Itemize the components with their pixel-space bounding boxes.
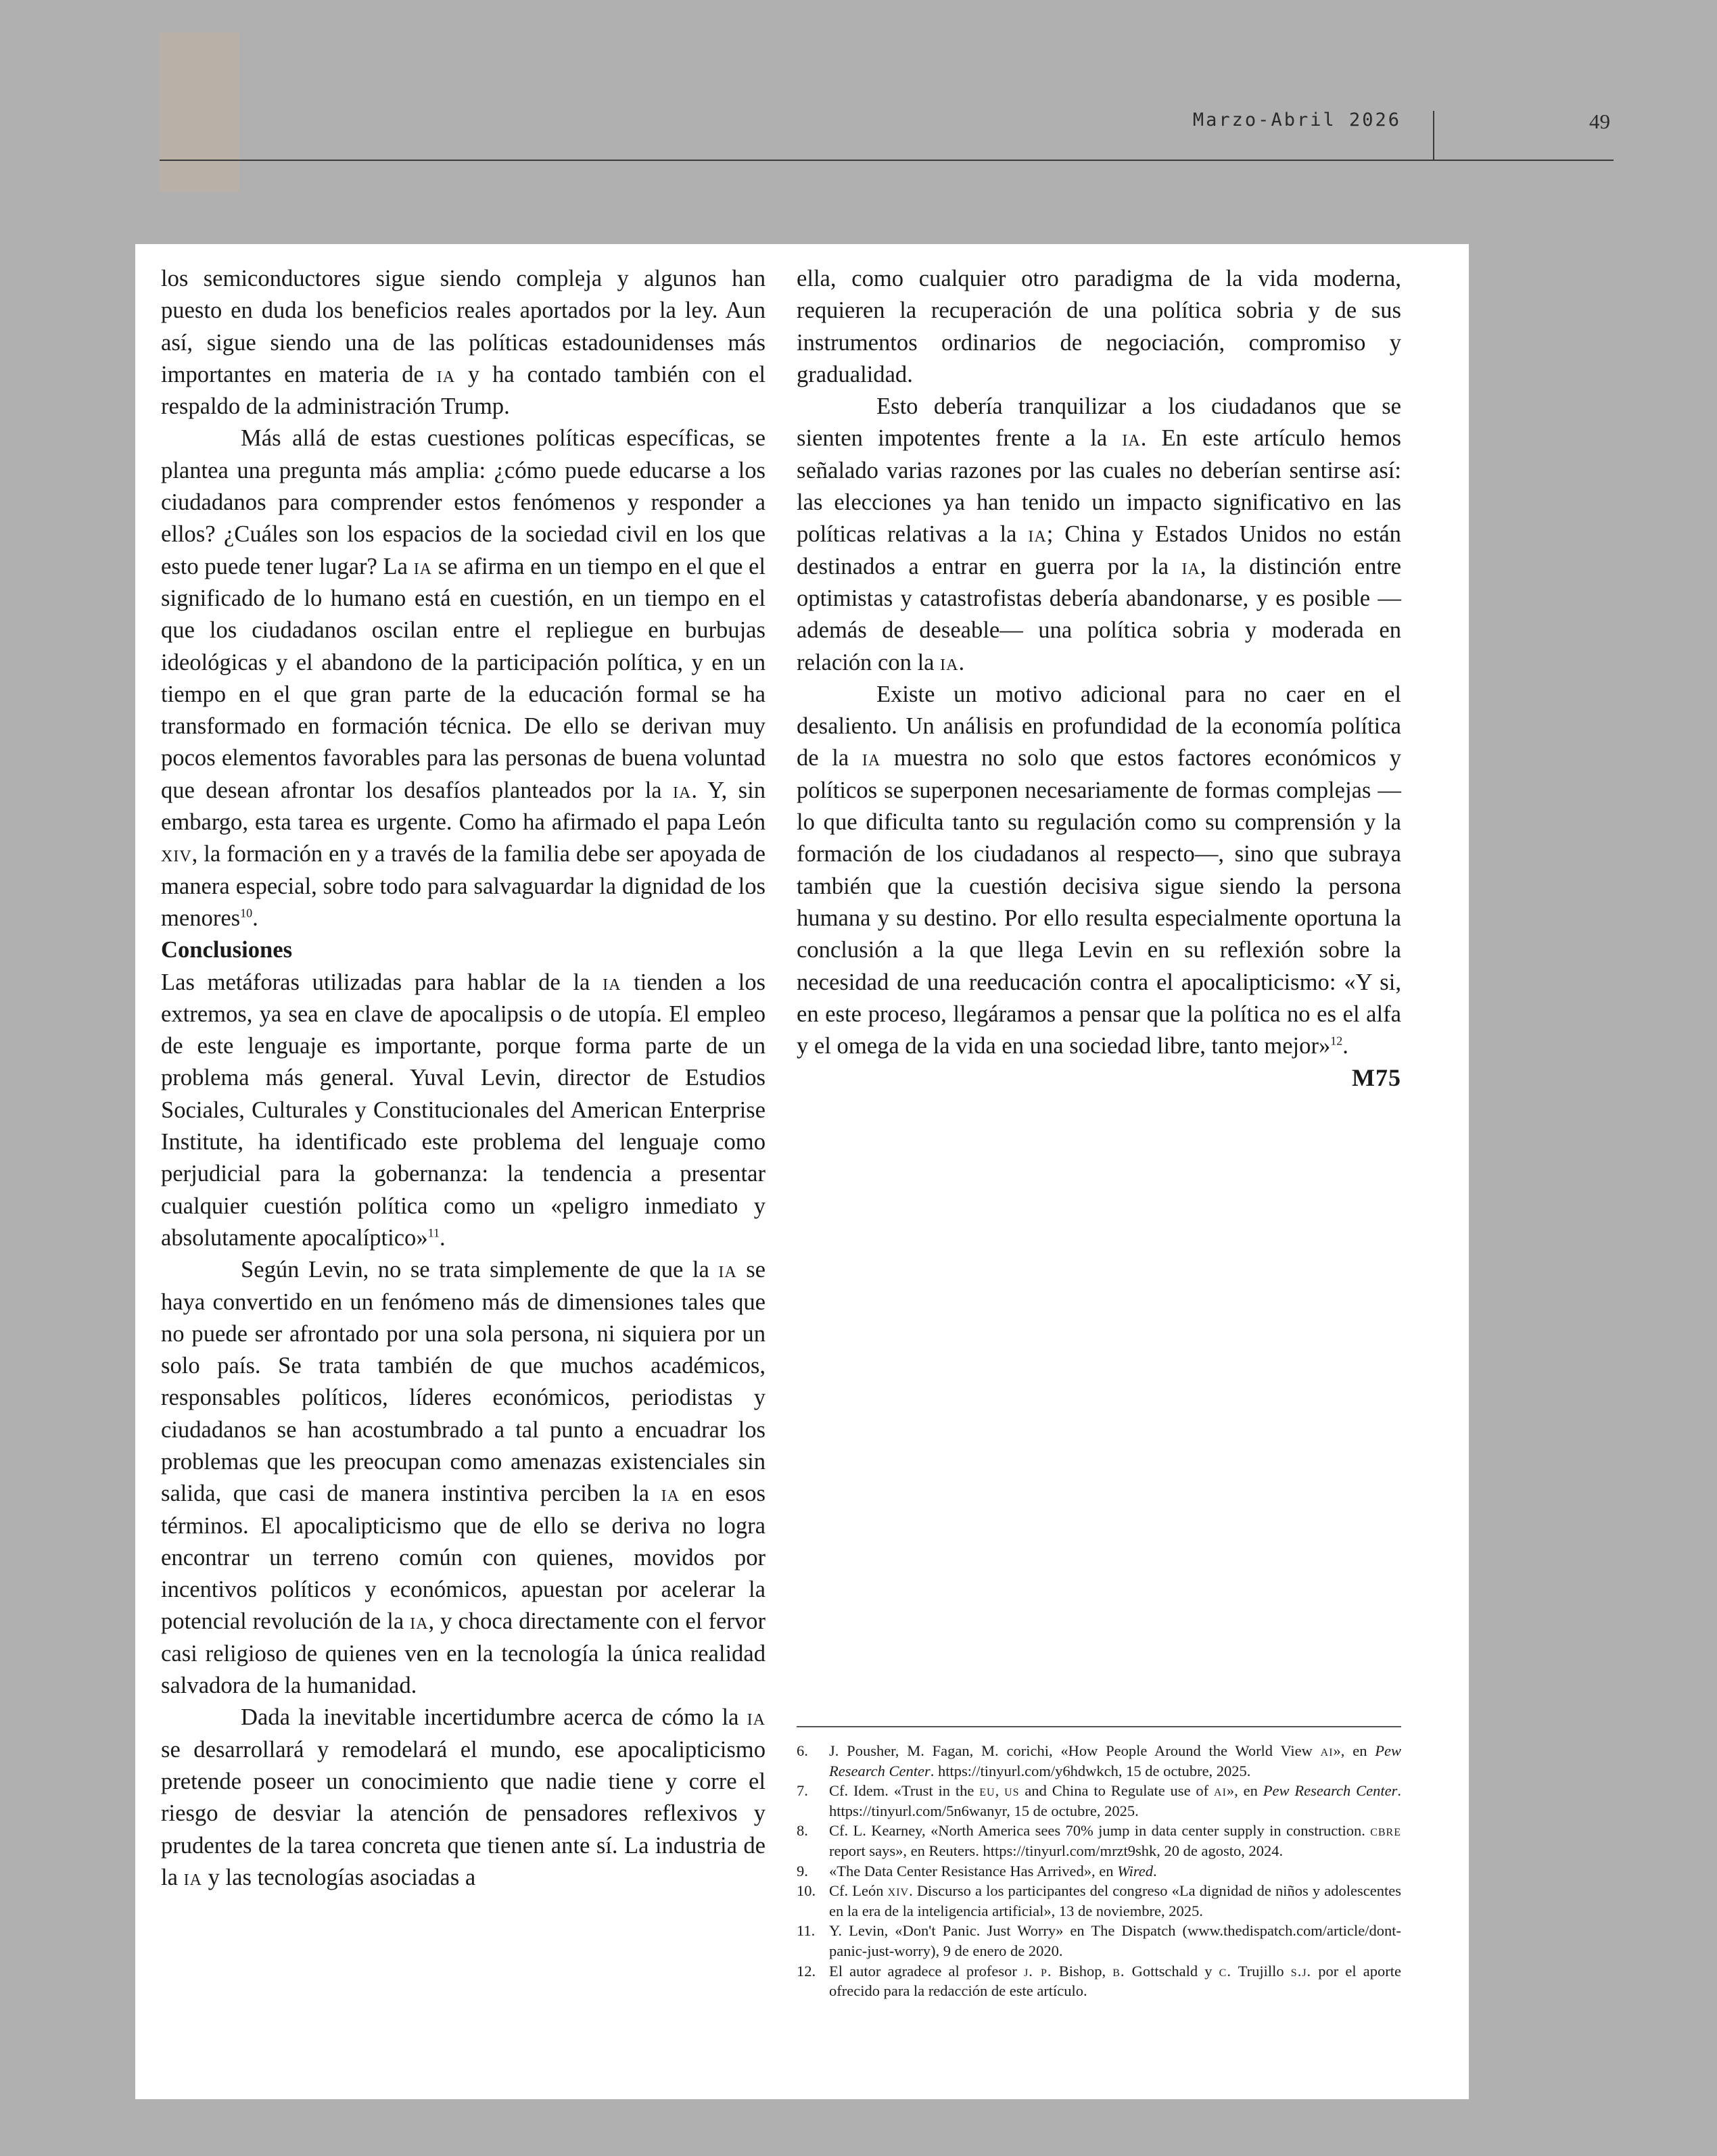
issue-date: Marzo-Abril 2026	[1192, 110, 1401, 130]
footnote: 12. El autor agradece al profesor j. p. Bishop, b. Gottschald y c. Trujillo s.j. por el aporte ofrecido para la redacción de este artículo.	[797, 1962, 1402, 2000]
left-column	[161, 263, 766, 1894]
author-signature: M75	[1352, 1064, 1401, 1092]
footnote-ref[interactable]: 11	[427, 1226, 440, 1240]
paragraph: Según Levin, no se trata simplemente de que la ia se haya convertido en un fenómeno más de dimensiones tales que no puede ser afrontado por una sola persona, ni siquiera por un solo país. Se trata también de que muchos académicos, responsables políticos, líderes económicos, periodistas y ciudadanos se han acostumbrado a tal punto a encuadrar los problemas que les preocupan como amenazas existenciales sin salida, que casi de manera instintiva perciben la ia en esos términos. El apocalipticismo que de ello se deriva no logra encontrar un terreno común con quienes, movidos por incentivos políticos y económicos, apuestan por acelerar la potencial revolución de la ia, y choca directamente con el fervor casi religioso de quienes ven en la tecnología la única realidad salvadora de la humanidad.	[161, 1257, 766, 1699]
section-tab-swatch	[160, 32, 239, 192]
footnote: 10. Cf. León xiv. Discurso a los participantes del congreso «La dignidad de niños y adolescentes en la era de la inteligencia artificial», 13 de noviembre, 2025.	[797, 1882, 1402, 1919]
paragraph: Las metáforas utilizadas para hablar de la ia tienden a los extremos, ya sea en clave de apocalipsis o de utopía. El empleo de este lenguaje es importante, porque forma parte de un problema más general. Yuval Levin, director de Estudios Sociales, Culturales y Constitucionales del American Enterprise Institute, ha identificado este problema del lenguaje como perjudicial para la gobernanza: la tendencia a presentar cualquier cuestión política como un «peligro inmediato y absolutamente apocalíptico»$^{11}$.	[161, 969, 766, 1251]
article-page	[135, 244, 1469, 2099]
header-rule	[160, 160, 1614, 161]
page-number: 49	[1589, 110, 1610, 133]
footnote: 11. Y. Levin, «Don't Panic. Just Worry» en The Dispatch (www.thedispatch.com/article/dont-panic-just-worry), 9 de enero de 2020.	[797, 1922, 1401, 1959]
right-column	[797, 263, 1401, 1095]
paragraph: Esto debería tranquilizar a los ciudadanos que se sienten impotentes frente a la ia. En este artículo hemos señalado varias razones por las cuales no deberían sentirse así: las elecciones ya han tenido un impacto significativo en las políticas relativas a la ia; China y Estados Unidos no están destinados a entrar en guerra por la ia, la distinción entre optimistas y catastrofistas debería abandonarse, y es posible —además de deseable— una política sobria y moderada en relación con la ia.	[797, 393, 1401, 675]
header-divider	[1433, 111, 1434, 160]
footnotes	[797, 1726, 1401, 2001]
footnote-ref[interactable]: 12	[1330, 1034, 1343, 1048]
paragraph: Dada la inevitable incertidumbre acerca de cómo la ia se desarrollará y remodelará el mundo, ese apocalipticismo pretende poseer un conocimiento que nadie tiene y corre el riesgo de desviar la atención de pensadores reflexivos y prudentes de la tarea concreta que tienen ante sí. La industria de la ia y las tecnologías asociadas a	[161, 1704, 766, 1890]
paragraph: Más allá de estas cuestiones políticas específicas, se plantea una pregunta más amplia: ¿cómo puede educarse a los ciudadanos para comprender estos fenómenos y responder a ellos? ¿Cuáles son los espacios de la sociedad civil en los que esto puede tener lugar? La ia se afirma en un tiempo en el que el significado de lo humano está en cuestión, en un tiempo en el que los ciudadanos oscilan entre el repliegue en burbujas ideológicas y el abandono de la participación política, y en un tiempo en el que gran parte de la educación formal se ha transformado en formación técnica. De ello se derivan muy pocos elementos favorables para las personas de buena voluntad que desean afrontar los desafíos planteados por la ia. Y, sin embargo, esta tarea es urgente. Como ha afirmado el papa León xiv, la formación en y a través de la familia debe ser apoyada de manera especial, sobre todo para salvaguardar la dignidad de los menores$^{10}$.	[161, 425, 766, 931]
footnote-ref[interactable]: 10	[240, 906, 253, 920]
footnote: 8. Cf. L. Kearney, «North America sees 70% jump in data center supply in construction. cbre report says», en Reuters. https://tinyurl.com/mrzt9shk, 20 de agosto, 2024.	[797, 1822, 1401, 1859]
paragraph: Existe un motivo adicional para no caer en el desaliento. Un análisis en profundidad de la economía política de la ia muestra no solo que estos factores económicos y políticos se superponen necesariamente de formas complejas —lo que dificulta tanto su regulación como su comprensión y la formación de los ciudadanos al respecto—, sino que subraya también que la cuestión decisiva sigue siendo la persona humana y su destino. Por ello resulta especialmente oportuna la conclusión a la que llega Levin en su reflexión sobre la necesidad de una reeducación contra el apocalipticismo: «Y si, en este proceso, llegáramos a pensar que la política no es el alfa y el omega de la vida en una sociedad libre, tanto mejor»$^{12}$.	[797, 681, 1401, 1059]
footnote: 9. «The Data Center Resistance Has Arrived», en Wired.	[797, 1862, 1157, 1879]
footnote: 6. J. Pousher, M. Fagan, M. corichi, «How People Around the World View ai», en Pew Research Center. https://tinyurl.com/y6hdwkch, 15 de octubre, 2025.	[797, 1742, 1401, 1779]
footnote: 7. Cf. Idem. «Trust in the eu, us and China to Regulate use of ai», en Pew Research Center. https://tinyurl.com/5n6wanyr, 15 de octubre, 2025.	[797, 1782, 1401, 1819]
paragraph: los semiconductores sigue siendo compleja y algunos han puesto en duda los beneficios reales aportados por la ley. Aun así, sigue siendo una de las políticas estadounidenses más importantes en materia de ia y ha contado también con el respaldo de la administración Trump.	[161, 266, 766, 420]
section-heading: Conclusiones	[161, 937, 293, 963]
paragraph: ella, como cualquier otro paradigma de la vida moderna, requieren la recuperación de una política sobria y de sus instrumentos ordinarios de negociación, compromiso y gradualidad.	[797, 266, 1401, 387]
